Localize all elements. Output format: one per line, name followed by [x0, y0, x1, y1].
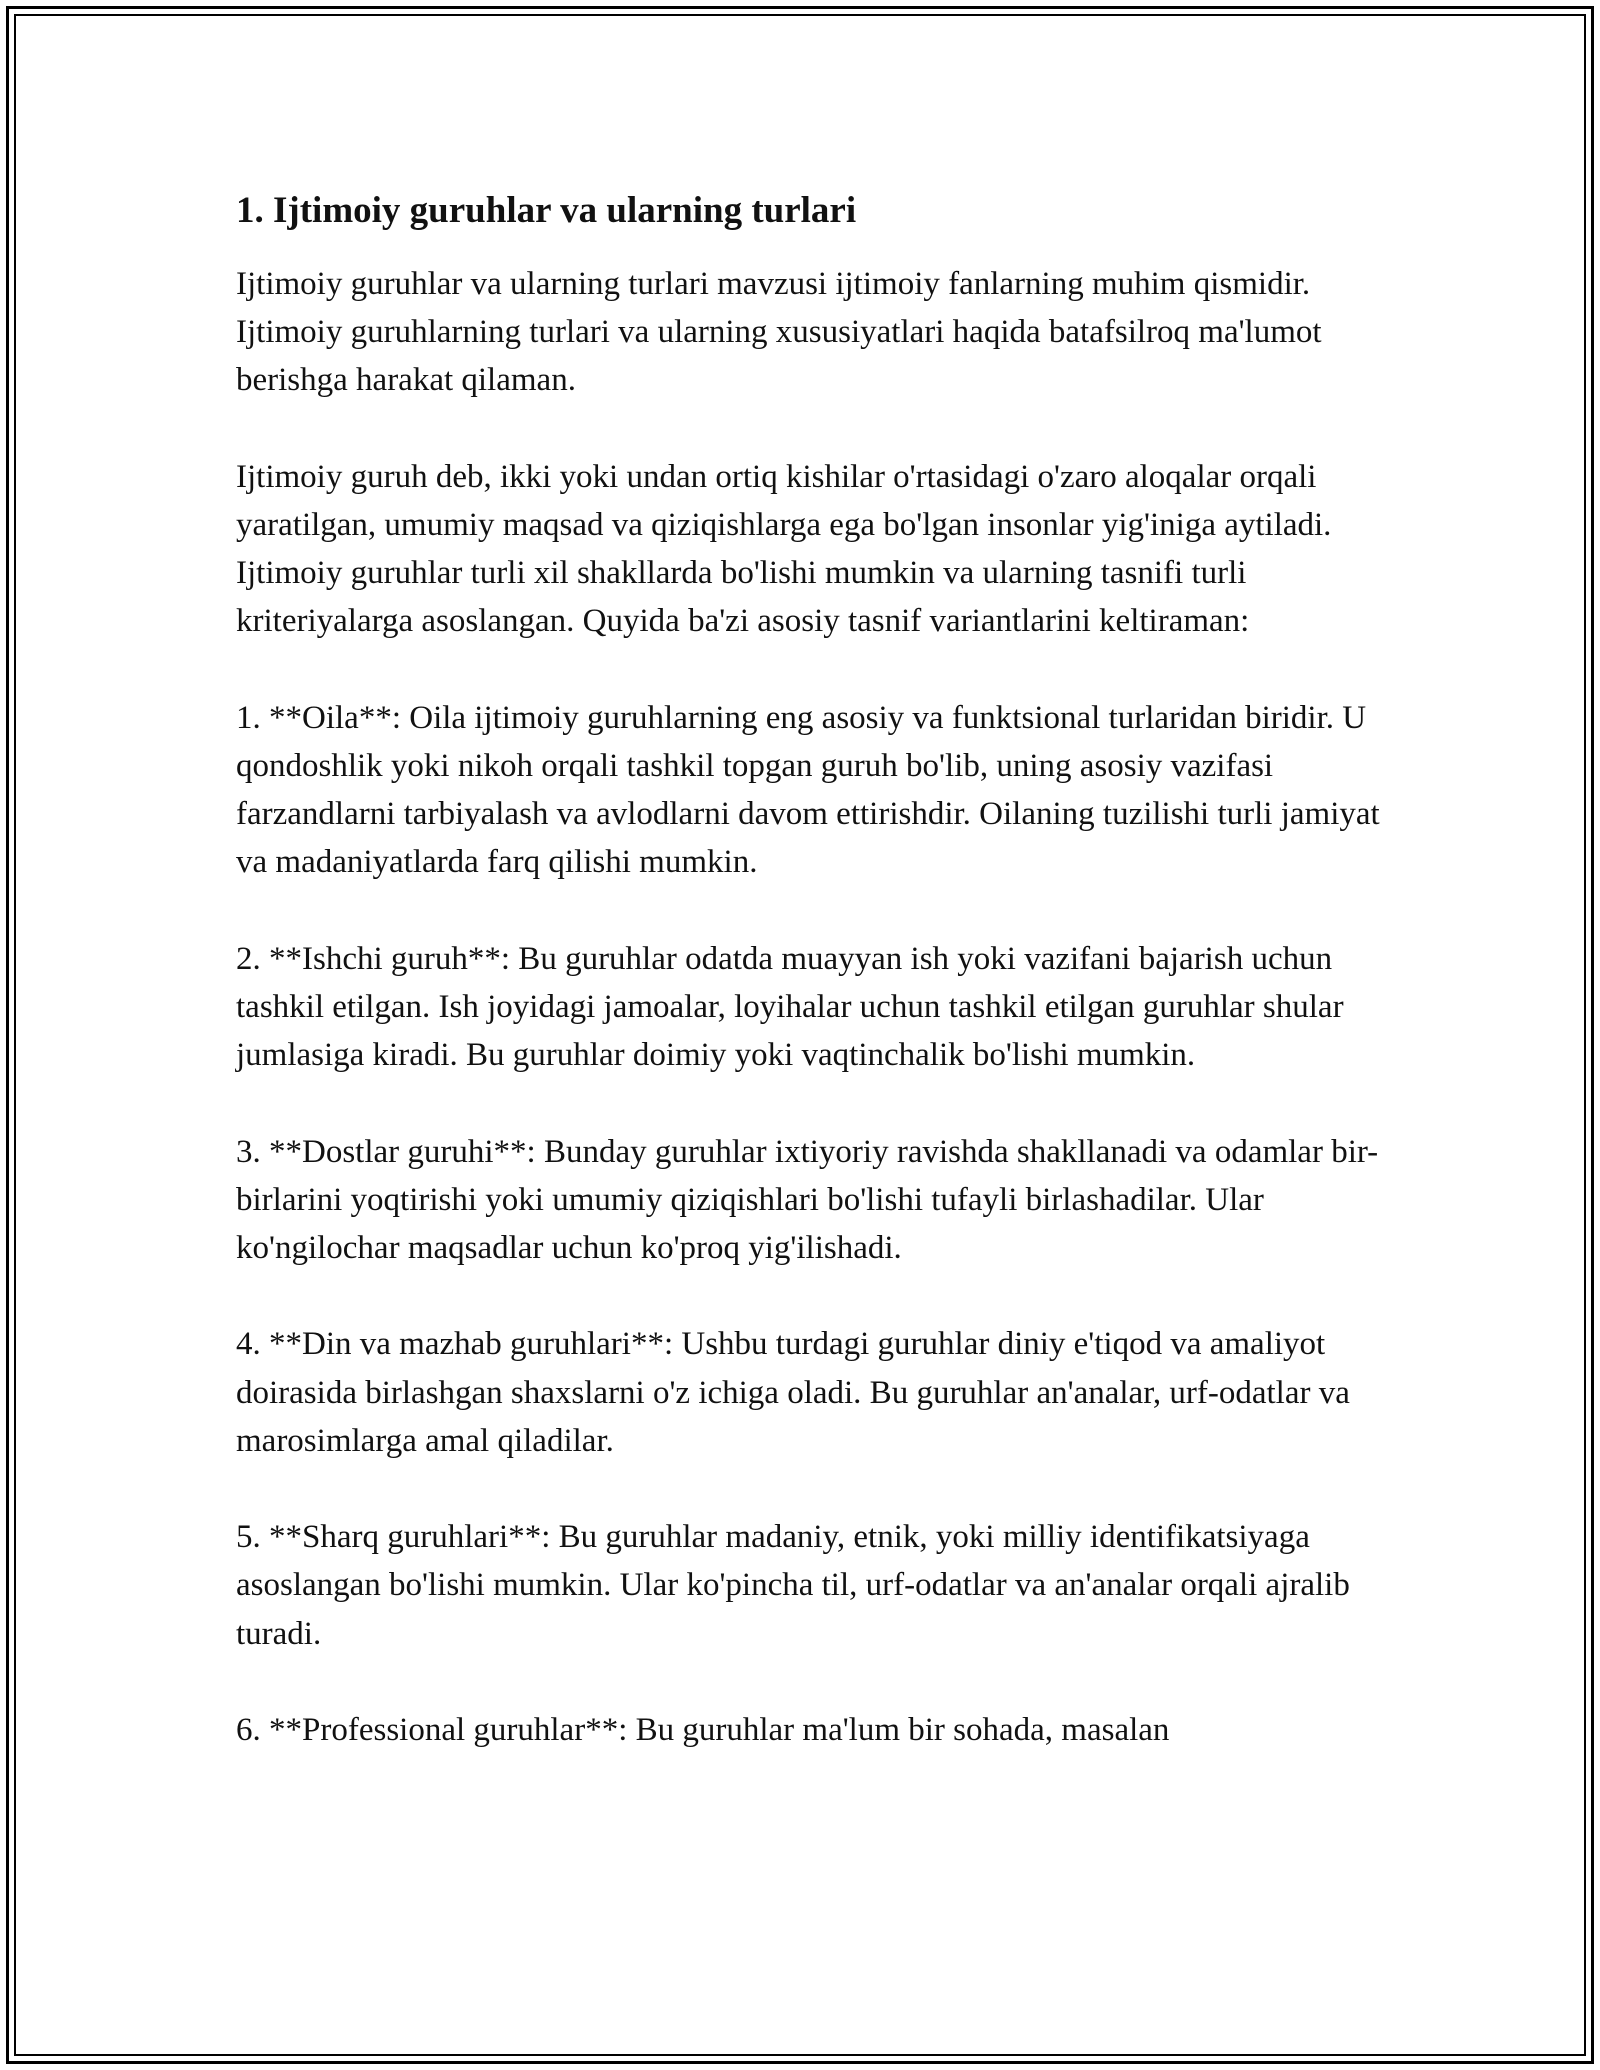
list-item-professional-guruhlar: 6. **Professional guruhlar**: Bu guruhlar ma'lum bir sohada, masalan [236, 1711, 1170, 1748]
list-item-sharq-guruhlari: 5. **Sharq guruhlari**: Bu guruhlar madaniy, etnik, yoki milliy identifikatsiyaga asoslangan bo'lishi mumkin. Ular ko'pincha til, urf-odatlar va an'analar orqali ajralib turadi. [236, 1519, 1350, 1652]
document-body [236, 186, 1386, 1754]
paragraph-definition: Ijtimoiy guruh deb, ikki yoki undan ortiq kishilar o'rtasidagi o'zaro aloqalar orqali yaratilgan, umumiy maqsad va qiziqishlarga ega bo'lgan insonlar yig'iniga aytiladi. Ijtimoiy guruhlar turli xil shakllarda bo'lishi mumkin va ularning tasnifi turli kriteriyalarga asoslangan. Quyida ba'zi asosiy tasnif variantlarini keltiraman: [236, 458, 1332, 640]
list-item-ishchi-guruh: 2. **Ishchi guruh**: Bu guruhlar odatda muayyan ish yoki vazifani bajarish uchun tashkil etilgan. Ish joyidagi jamoalar, loyihalar uchun tashkil etilgan guruhlar shular jumlasiga kiradi. Bu guruhlar doimiy yoki vaqtinchalik bo'lishi mumkin. [236, 940, 1344, 1074]
section-heading: 1. Ijtimoiy guruhlar va ularning turlari [236, 190, 857, 231]
list-item-din-va-mazhab: 4. **Din va mazhab guruhlari**: Ushbu turdagi guruhlar diniy e'tiqod va amaliyot doirasida birlashgan shaxslarni o'z ichiga oladi. Bu guruhlar an'analar, urf-odatlar va marosimlarga amal qiladilar. [236, 1326, 1350, 1459]
list-item-oila: 1. **Oila**: Oila ijtimoiy guruhlarning eng asosiy va funktsional turlaridan biridir. U qondoshlik yoki nikoh orqali tashkil topgan guruh bo'lib, uning asosiy vazifasi farzandlarni tarbiyalash va avlodlarni davom ettirishdir. Oilaning tuzilishi turli jamiyat va madaniyatlarda farq qilishi mumkin. [236, 699, 1380, 881]
paragraph-intro: Ijtimoiy guruhlar va ularning turlari mavzusi ijtimoiy fanlarning muhim qismidir. Ijtimoiy guruhlarning turlari va ularning xususiyatlari haqida batafsilroq ma'lumot berishga harakat qilaman. [236, 266, 1322, 399]
list-item-dostlar-guruhi: 3. **Dostlar guruhi**: Bunday guruhlar ixtiyoriy ravishda shakllanadi va odamlar bir-birlarini yoqtirishi yoki umumiy qiziqishlari bo'lishi tufayli birlashadilar. Ular ko'ngilochar maqsadlar uchun ko'proq yig'ilishadi. [236, 1133, 1379, 1266]
